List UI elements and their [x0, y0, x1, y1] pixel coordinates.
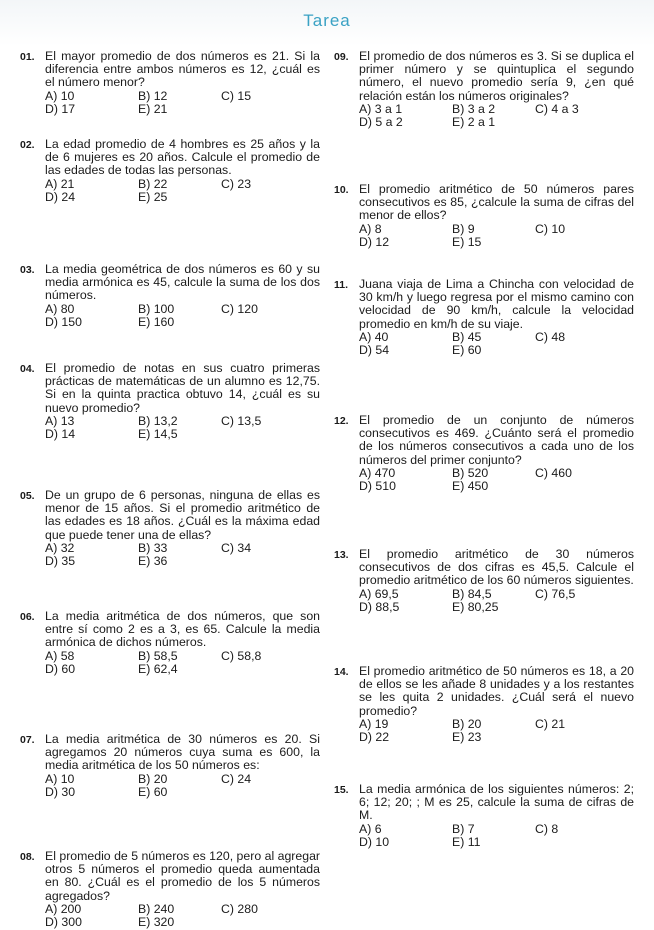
- problem-text: El promedio aritmético de 50 números pares consecutivos es 85, ¿calcule la suma de cifras del menor de ellos?: [359, 182, 634, 223]
- problem-item: [20, 733, 320, 800]
- answer-option: D) 60: [45, 662, 76, 677]
- problem-item: [334, 414, 634, 494]
- answer-option: E) 23: [452, 730, 482, 745]
- answer-option: C) 21: [535, 716, 566, 731]
- answer-option: C) 460: [535, 465, 572, 480]
- answer-option: C) 280: [221, 901, 258, 916]
- problem-text: La media armónica de los siguientes números: 2; 6; 12; 20; ; M es 25, calcule la suma de cifras de M.: [359, 782, 634, 823]
- problem-text: El promedio de un conjunto de números consecutivos es 469. ¿Cuánto será el promedio de los números consecutivos a cada uno de los números del primer conjunto?: [359, 413, 634, 467]
- problem-number: 11.: [334, 279, 349, 291]
- problem-item: [20, 489, 320, 569]
- answer-option: B) 84,5: [452, 586, 492, 601]
- answer-option: E) 60: [138, 785, 168, 800]
- answer-option: A) 10: [45, 88, 75, 103]
- answer-option: C) 10: [535, 221, 566, 236]
- answer-options: [45, 303, 320, 330]
- answer-option: B) 3 a 2: [452, 101, 496, 116]
- answer-options: [45, 903, 320, 930]
- problem-number: 08.: [20, 851, 35, 863]
- problem-number: 09.: [334, 51, 349, 63]
- answer-option: C) 34: [221, 540, 252, 555]
- answer-options: [359, 718, 634, 745]
- answer-option: B) 12: [138, 88, 168, 103]
- answer-option: A) 69,5: [359, 586, 399, 601]
- answer-options: [359, 331, 634, 358]
- answer-option: A) 32: [45, 540, 75, 555]
- problem-item: [334, 50, 634, 130]
- problem-item: [20, 50, 320, 117]
- problem-item: [20, 610, 320, 677]
- answer-option: B) 13,2: [138, 413, 178, 428]
- answer-option: D) 150: [45, 315, 82, 330]
- answer-option: D) 24: [45, 190, 76, 205]
- problem-item: [334, 548, 634, 615]
- problem-number: 05.: [20, 490, 35, 502]
- problem-text: El promedio aritmético de 30 números consecutivos de dos cifras es 45,5. Calcule el promedio aritmético de los 60 números siguientes.: [359, 547, 634, 588]
- answer-option: B) 22: [138, 176, 168, 191]
- page-title: Tarea: [303, 11, 351, 30]
- answer-option: B) 33: [138, 540, 168, 555]
- answer-option: B) 100: [138, 301, 175, 316]
- problem-number: 10.: [334, 184, 349, 196]
- answer-option: E) 450: [452, 479, 489, 494]
- answer-options: [359, 103, 634, 130]
- answer-option: A) 80: [45, 301, 75, 316]
- problem-number: 04.: [20, 363, 35, 375]
- answer-option: C) 4 a 3: [535, 101, 579, 116]
- answer-option: E) 60: [452, 343, 482, 358]
- answer-option: A) 470: [359, 465, 396, 480]
- problem-item: [334, 783, 634, 850]
- problem-text: El promedio aritmético de 50 números es 18, a 20 de ellos se les añade 8 unidades y a los restantes se les quita 2 unidades. ¿Cuál será el nuevo promedio?: [359, 664, 634, 718]
- answer-option: A) 8: [359, 221, 382, 236]
- answer-option: E) 36: [138, 554, 168, 569]
- problem-item: [334, 183, 634, 250]
- answer-options: [45, 90, 320, 117]
- answer-option: D) 10: [359, 835, 390, 850]
- answer-option: E) 25: [138, 190, 168, 205]
- answer-option: D) 300: [45, 915, 82, 930]
- answer-option: C) 76,5: [535, 586, 576, 601]
- answer-option: D) 35: [45, 554, 76, 569]
- problem-text: El promedio de 5 números es 120, pero al agregar otros 5 números el promedio queda aumentada en 80. ¿Cuál es el promedio de los 5 números agregados?: [45, 849, 320, 903]
- problem-number: 15.: [334, 784, 349, 796]
- answer-option: A) 6: [359, 821, 382, 836]
- answer-option: B) 20: [138, 771, 168, 786]
- answer-option: E) 320: [138, 915, 175, 930]
- answer-option: C) 48: [535, 329, 566, 344]
- answer-option: A) 3 a 1: [359, 101, 403, 116]
- answer-options: [45, 415, 320, 442]
- problem-text: El mayor promedio de dos números es 21. Si la diferencia entre ambos números es 12, ¿cuál es el número menor?: [45, 49, 320, 90]
- answer-option: E) 2 a 1: [452, 115, 496, 130]
- answer-option: D) 14: [45, 427, 76, 442]
- answer-option: A) 19: [359, 716, 389, 731]
- answer-option: C) 13,5: [221, 413, 262, 428]
- answer-options: [45, 542, 320, 569]
- answer-option: B) 7: [452, 821, 475, 836]
- answer-option: D) 5 a 2: [359, 115, 403, 130]
- answer-option: C) 23: [221, 176, 252, 191]
- answer-option: C) 58,8: [221, 648, 262, 663]
- answer-option: A) 40: [359, 329, 389, 344]
- answer-option: C) 15: [221, 88, 252, 103]
- answer-option: B) 45: [452, 329, 482, 344]
- problem-text: El promedio de dos números es 3. Si se duplica el primer número y se quintuplica el segundo número, el nuevo promedio sería 9, ¿en qué relación están los números originales?: [359, 49, 634, 103]
- answer-option: D) 22: [359, 730, 390, 745]
- problem-text: La media geométrica de dos números es 60 y su media armónica es 45, calcule la suma de los dos números.: [45, 262, 320, 303]
- answer-option: B) 20: [452, 716, 482, 731]
- answer-option: E) 62,4: [138, 662, 178, 677]
- problem-number: 02.: [20, 139, 35, 151]
- answer-option: E) 21: [138, 102, 168, 117]
- answer-options: [45, 650, 320, 677]
- answer-option: E) 14,5: [138, 427, 178, 442]
- answer-options: [45, 178, 320, 205]
- answer-option: C) 24: [221, 771, 252, 786]
- answer-options: [359, 467, 634, 494]
- answer-option: A) 58: [45, 648, 75, 663]
- answer-option: D) 54: [359, 343, 390, 358]
- problem-item: [20, 850, 320, 930]
- answer-option: A) 13: [45, 413, 75, 428]
- answer-option: D) 510: [359, 479, 396, 494]
- problem-number: 07.: [20, 734, 35, 746]
- problem-number: 01.: [20, 51, 35, 63]
- problem-number: 06.: [20, 611, 35, 623]
- answer-option: E) 11: [452, 835, 481, 850]
- answer-option: A) 10: [45, 771, 75, 786]
- problem-text: De un grupo de 6 personas, ninguna de ellas es menor de 15 años. Si el promedio aritmético de las edades es 18 años. ¿Cuál es la máxima edad que puede tener una de ellas?: [45, 488, 320, 542]
- answer-option: B) 58,5: [138, 648, 178, 663]
- answer-option: D) 30: [45, 785, 76, 800]
- problem-text: La edad promedio de 4 hombres es 25 años y la de 6 mujeres es 20 años. Calcule el promedio de las edades de todas las personas.: [45, 137, 320, 178]
- answer-option: D) 17: [45, 102, 76, 117]
- answer-option: E) 160: [138, 315, 175, 330]
- problem-number: 12.: [334, 415, 349, 427]
- answer-options: [45, 773, 320, 800]
- answer-options: [359, 588, 634, 615]
- answer-option: A) 21: [45, 176, 75, 191]
- problem-number: 03.: [20, 264, 35, 276]
- answer-option: B) 240: [138, 901, 175, 916]
- answer-option: D) 12: [359, 235, 390, 250]
- answer-option: E) 80,25: [452, 600, 499, 615]
- answer-option: C) 8: [535, 821, 559, 836]
- answer-option: B) 520: [452, 465, 489, 480]
- problem-item: [20, 138, 320, 205]
- problem-text: Juana viaja de Lima a Chincha con velocidad de 30 km/h y luego regresa por el mismo camino con velocidad de 90 km/h, calcule la velocidad promedio en km/h de su viaje.: [359, 277, 634, 331]
- answer-option: B) 9: [452, 221, 475, 236]
- problem-item: [20, 362, 320, 442]
- problem-text: La media aritmética de 30 números es 20. Si agregamos 20 números cuya suma es 600, la media aritmética de los 50 números es:: [45, 732, 320, 773]
- answer-options: [359, 223, 634, 250]
- answer-option: C) 120: [221, 301, 258, 316]
- problem-item: [20, 263, 320, 330]
- problem-number: 13.: [334, 549, 349, 561]
- problem-number: 14.: [334, 666, 349, 678]
- problem-item: [334, 278, 634, 358]
- answer-options: [359, 823, 634, 850]
- problem-item: [334, 665, 634, 745]
- problem-text: La media aritmética de dos números, que son entre sí como 2 es a 3, es 65. Calcule la media armónica de dichos números.: [45, 609, 320, 650]
- answer-option: A) 200: [45, 901, 82, 916]
- answer-option: E) 15: [452, 235, 482, 250]
- answer-option: D) 88,5: [359, 600, 400, 615]
- problem-text: El promedio de notas en sus cuatro primeras prácticas de matemáticas de un alumno es 12,75. Si en la quinta practica obtuvo 14, ¿cuál es su nuevo promedio?: [45, 361, 320, 415]
